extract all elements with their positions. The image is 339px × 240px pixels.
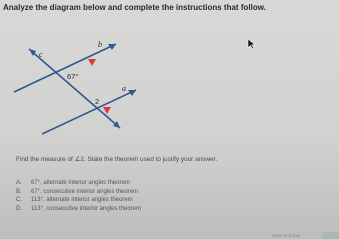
angle-label-67: 67°: [67, 72, 79, 81]
choice-letter: B.: [16, 188, 22, 195]
line-c: [14, 44, 116, 92]
choice-b[interactable]: [16, 188, 141, 197]
next-button[interactable]: [322, 232, 339, 239]
label-a: a: [122, 84, 126, 93]
angle-label-2: 2: [95, 97, 100, 106]
parallel-marker-bottom: [103, 107, 111, 114]
choice-text: 113°, alternate interior angles theorem: [31, 197, 133, 204]
choice-text: 67°, consecutive interior angles theorem: [31, 188, 139, 195]
transversal-b: [29, 49, 120, 128]
choice-d[interactable]: [16, 205, 141, 214]
answer-choices: [16, 179, 141, 213]
parallel-marker-top: [88, 59, 96, 66]
choice-text: 113°, consecutive interior angles theorem: [31, 206, 142, 213]
choice-a[interactable]: [16, 179, 141, 188]
label-c: c: [39, 50, 43, 59]
label-b: b: [98, 40, 102, 49]
choice-text: 67°, alternate interior angles theorem: [31, 180, 130, 187]
choice-letter: C.: [16, 197, 22, 204]
line-a: [42, 90, 136, 134]
choice-letter: D.: [16, 206, 22, 213]
save-and-exit-button[interactable]: Save and Exit: [272, 233, 300, 238]
instructions-text: Analyze the diagram below and complete the instructions that follow.: [3, 3, 266, 12]
question-text: Find the measure of ∠2. State the theorem used to justify your answer.: [16, 156, 218, 163]
choice-letter: A.: [16, 180, 22, 187]
mouse-cursor-icon: [247, 38, 256, 50]
choice-c[interactable]: [16, 196, 141, 205]
